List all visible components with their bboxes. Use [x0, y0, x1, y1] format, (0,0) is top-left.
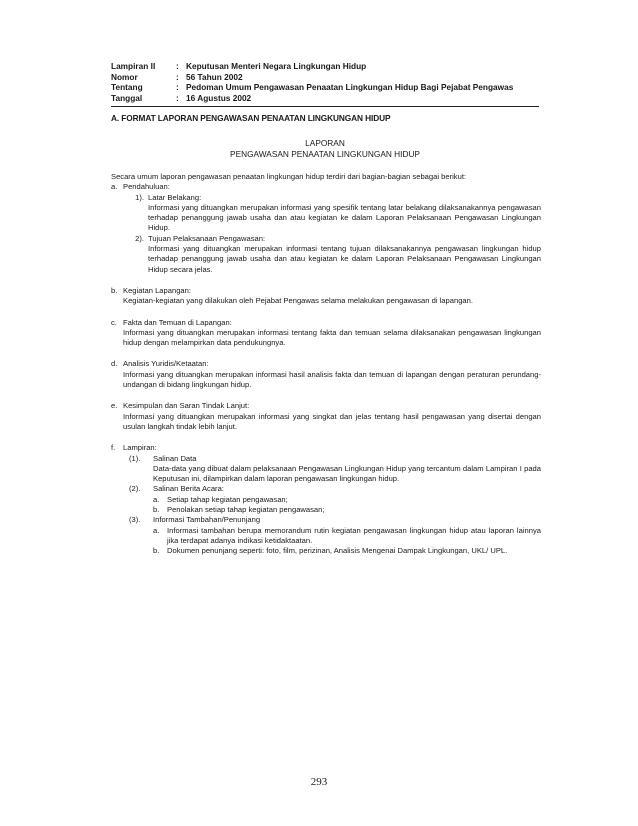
report-title: LAPORAN [305, 138, 345, 148]
report-subtitle: PENGAWASAN PENAATAN LINGKUNGAN HIDUP [230, 149, 420, 159]
list-marker: a. [111, 182, 118, 192]
list-item-c [111, 318, 541, 349]
header-separator: : [176, 92, 179, 103]
list-heading: Analisis Yuridis/Ketaatan: [123, 359, 209, 369]
sub-item-heading: Tujuan Pelaksanaan Pengawasan: [148, 233, 266, 243]
list-heading: Kesimpulan dan Saran Tindak Lanjut: [123, 401, 250, 411]
sub-item [123, 234, 541, 275]
header-row-tanggal [111, 93, 541, 104]
list-marker: 1). [135, 192, 144, 202]
list-item-d [111, 359, 541, 390]
header-row-tentang [111, 82, 541, 93]
list-heading: Lampiran: [123, 443, 157, 453]
header-row-lampiran [111, 61, 541, 72]
list-text: Informasi yang dituangkan merupakan informasi hasil analisis fakta dan temuan di lapangan dengan peraturan perundang-undangan di bidang lingkungan hidup. [123, 369, 541, 390]
sub-item-text: Informasi yang dituangkan merupakan informasi yang spesifik tentang latar belakang dilaksanakannya pengawasan terhadap penanggung jawab usaha dan atau kegiatan ke dalam Laporan Pelaksanaan Pengawasan Lingkungan Hidup. [148, 202, 541, 233]
list-item-e [111, 401, 541, 432]
intro-paragraph: Secara umum laporan pengawasan penaatan lingkungan hidup terdiri dari bagian-bagian sebagai berikut: [111, 172, 467, 181]
list-item-b [111, 286, 541, 307]
header-separator: : [176, 61, 179, 71]
sub-sub-item [153, 495, 541, 505]
sub-item-heading: Latar Belakang: [148, 192, 202, 202]
sub-item [123, 484, 541, 515]
list-marker: b. [153, 546, 160, 556]
list-marker: b. [111, 285, 118, 295]
list-marker: d. [111, 359, 118, 369]
sub-sub-item-text: Setiap tahap kegiatan pengawasan; [167, 494, 288, 504]
header-separator: : [176, 82, 179, 93]
header-divider [111, 106, 539, 107]
sub-item-heading: Informasi Tambahan/Penunjang [153, 515, 261, 525]
list-item-a [111, 182, 541, 275]
list-marker: (2). [129, 484, 141, 494]
list-heading: Kegiatan Lapangan: [123, 285, 191, 295]
list-marker: e. [111, 401, 118, 411]
section-heading: A. FORMAT LAPORAN PENGAWASAN PENAATAN LINGKUNGAN HIDUP [111, 113, 391, 123]
list-item-f [111, 443, 541, 556]
header-value: 16 Agustus 2002 [186, 92, 252, 103]
header-value: Pedoman Umum Pengawasan Penaatan Lingkungan Hidup Bagi Pejabat Pengawas [186, 82, 514, 93]
header-row-nomor [111, 72, 541, 83]
list-marker: b. [153, 505, 160, 515]
sub-sub-item-text: Informasi tambahan berupa memorandum rutin kegiatan pengawasan lingkungan hidup atau laporan lainnya jika terdapat adanya indikasi ketidaktaatan. [167, 525, 541, 545]
list-marker: 2). [135, 233, 144, 243]
header-label: Tentang [111, 82, 143, 93]
document-header [111, 61, 541, 103]
list-marker: (1). [129, 453, 141, 463]
list-marker: (3). [129, 515, 141, 525]
header-label: Nomor [111, 71, 138, 82]
list-marker: a. [153, 494, 160, 504]
list-marker: a. [153, 525, 160, 535]
document-body [111, 172, 541, 557]
list-text: Informasi yang dituangkan merupakan informasi yang singkat dan jelas tentang hasil pengawasan yang disertai dengan usulan langkah tindak lebih lanjut. [123, 411, 541, 431]
list-text: Kegiatan-kegiatan yang dilakukan oleh Pejabat Pengawas selama melakukan pengawasan di lapangan. [123, 296, 473, 306]
sub-item-text: Informasi yang dituangkan merupakan informasi tentang tujuan dilaksanakannya pengawasan lingkungan hidup terhadap penanggung jawab usaha dan atau kegiatan ke dalam Laporan Pelaksanaan Pengawasan Lingkungan Hidup secara jelas. [148, 244, 541, 274]
page-number: 293 [310, 776, 328, 788]
sub-sub-item [153, 546, 541, 556]
sub-item-heading: Salinan Berita Acara: [153, 484, 224, 494]
list-text: Informasi yang dituangkan merupakan informasi tentang fakta dan temuan selama dilaksanakan pengawasan lingkungan hidup dengan melampirkan data pendukungnya. [123, 327, 541, 348]
list-marker: c. [111, 317, 117, 327]
list-heading: Fakta dan Temuan di Lapangan: [123, 317, 232, 327]
header-separator: : [176, 71, 179, 82]
sub-item [123, 515, 541, 556]
header-value: 56 Tahun 2002 [186, 71, 243, 82]
list-marker: f. [111, 443, 116, 453]
sub-item-heading: Salinan Data [153, 453, 197, 463]
sub-item [123, 454, 541, 485]
sub-sub-item-text: Dokumen penunjang seperti: foto, film, perizinan, Analisis Mengenai Dampak Lingkungan, UKL/ UPL. [167, 546, 508, 556]
sub-item [123, 193, 541, 234]
sub-sub-item [153, 505, 541, 515]
sub-sub-item [153, 526, 541, 547]
sub-sub-item-text: Penolakan setiap tahap kegiatan pengawasan; [167, 505, 325, 515]
header-label: Tanggal [111, 92, 143, 103]
list-heading: Pendahuluan: [123, 182, 170, 192]
header-value: Keputusan Menteri Negara Lingkungan Hidup [186, 61, 367, 71]
header-label: Lampiran II [111, 61, 156, 71]
sub-item-text: Data-data yang dibuat dalam pelaksanaan Pengawasan Lingkungan Hidup yang tercantum dalam Lampiran I pada Keputusan ini, dilampirkan dalam laporan pengawasan lingkungan hidup. [153, 463, 541, 484]
